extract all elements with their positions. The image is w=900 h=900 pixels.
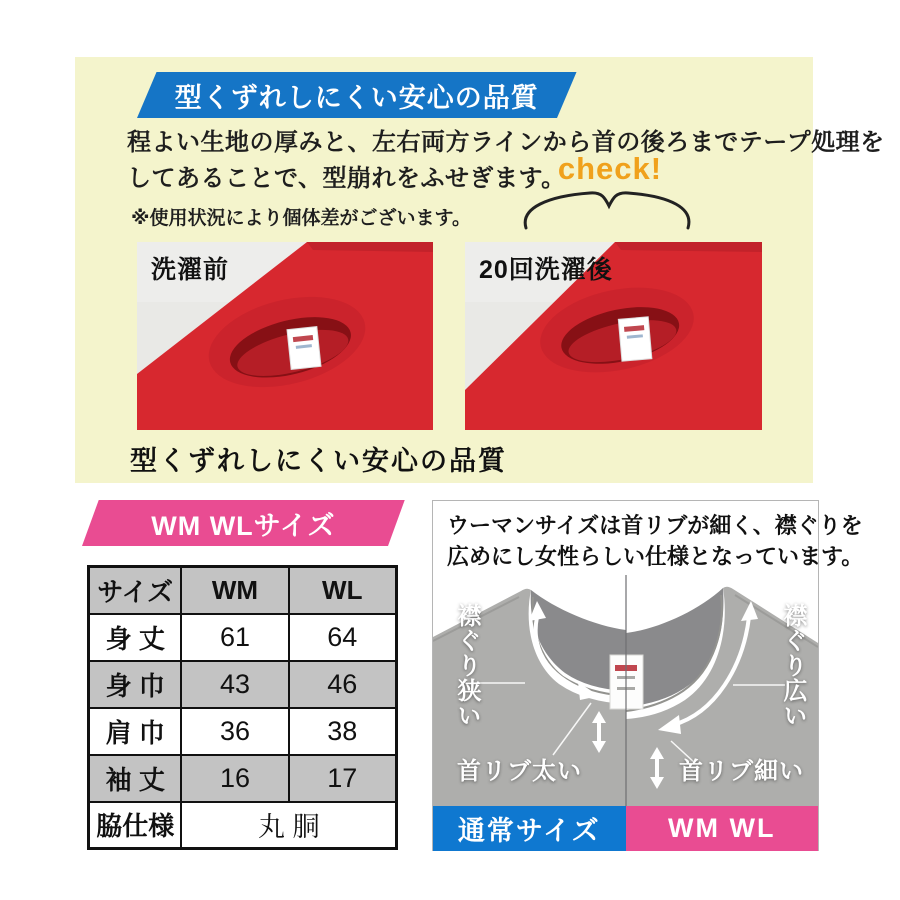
row-label: 脇仕様 <box>89 802 182 849</box>
quality-description-line2: してあることで、型崩れをふせぎます。 <box>127 165 566 192</box>
size-badge-bar <box>433 806 818 851</box>
row-label: 肩 巾 <box>89 708 182 755</box>
table-row-side-spec <box>89 802 397 849</box>
label-rib-thick: 首リブ太い <box>457 758 582 785</box>
woman-size-description <box>447 510 863 572</box>
woman-desc-line1: ウーマンサイズは首リブが細く、襟ぐりを <box>447 513 863 538</box>
quality-description-line1: 程よい生地の厚みと、左右両方ラインから首の後ろまでテープ処理を <box>127 129 885 156</box>
label-collar-narrow: 襟ぐり狭い <box>453 603 480 728</box>
label-collar-wide: 襟ぐり広い <box>779 603 806 728</box>
size-table <box>87 565 398 850</box>
label-rib-thin: 首リブ細い <box>679 758 804 785</box>
cell-wl: 38 <box>289 708 397 755</box>
quality-banner-label: 型くずれしにくい安心の品質 <box>174 82 539 113</box>
photo-after-label: 20回洗濯後 <box>479 256 613 284</box>
quality-section <box>75 57 885 483</box>
quality-description <box>127 125 885 197</box>
brand-tag <box>287 327 321 370</box>
table-row-body-length <box>89 614 397 661</box>
check-callout-label: check! <box>557 151 663 186</box>
size-banner <box>82 500 405 546</box>
cell-wm: 61 <box>181 614 288 661</box>
cell-wl: 17 <box>289 755 397 802</box>
size-table-header-row <box>89 567 397 614</box>
cell-wm: 43 <box>181 661 288 708</box>
quality-banner <box>137 72 577 118</box>
row-label: 袖 丈 <box>89 755 182 802</box>
size-banner-label: WM WLサイズ <box>151 510 336 541</box>
photo-before-label: 洗濯前 <box>151 256 230 284</box>
brand-tag <box>618 317 652 361</box>
cell-side-spec: 丸 胴 <box>181 802 396 849</box>
photo-before-wash <box>137 242 433 430</box>
cell-wl: 46 <box>289 661 397 708</box>
check-brace-icon <box>518 188 696 232</box>
cell-wm: 16 <box>181 755 288 802</box>
photo-after-wash <box>465 242 762 430</box>
table-row-body-width <box>89 661 397 708</box>
badge-wm-wl: WM WL <box>626 806 819 851</box>
row-label: 身 丈 <box>89 614 182 661</box>
cell-wl: 64 <box>289 614 397 661</box>
quality-note: ※使用状況により個体差がございます。 <box>131 208 471 229</box>
woman-size-panel <box>432 500 864 851</box>
table-row-shoulder-width <box>89 708 397 755</box>
table-row-sleeve-length <box>89 755 397 802</box>
collar-comparison-figure <box>433 575 818 806</box>
quality-caption: 型くずれしにくい安心の品質 <box>130 446 507 476</box>
size-table-header-size: サイズ <box>89 567 182 614</box>
woman-desc-line2: 広めにし女性らしい仕様となっています。 <box>447 544 864 569</box>
size-table-header-wm: WM <box>181 567 288 614</box>
cell-wm: 36 <box>181 708 288 755</box>
badge-normal-size: 通常サイズ <box>433 806 626 851</box>
row-label: 身 巾 <box>89 661 182 708</box>
size-table-header-wl: WL <box>289 567 397 614</box>
